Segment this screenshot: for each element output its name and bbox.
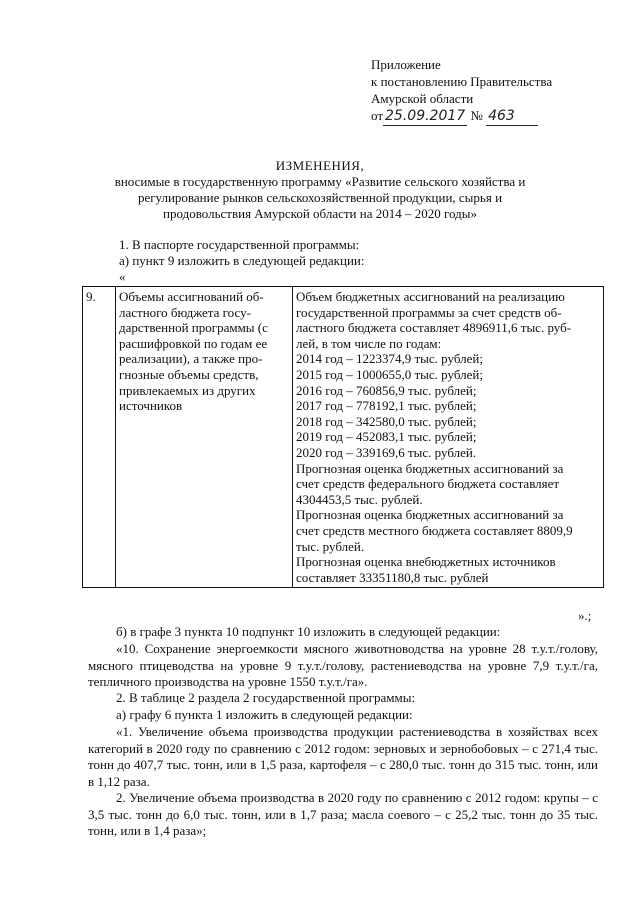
number-prefix: № xyxy=(470,108,483,123)
label-line: привлекаемых из других xyxy=(119,382,256,398)
paragraph-section2: 2. В таблице 2 раздела 2 государственной программы: xyxy=(116,690,416,705)
open-quote: « xyxy=(119,269,126,284)
label-line: гнозные объемы средств, xyxy=(119,366,259,382)
intro-item9: а) пункт 9 изложить в следующей редакции: xyxy=(119,253,365,268)
label-line: реализации), а также про- xyxy=(119,351,263,367)
paragraph-point2: 2. Увеличение объема производства в 2020 году по сравнению с 2012 годом: крупы – с 3,5 тыс. тонн до 6,0 тыс. тонн, или в 1,7 раза; масла соевого – с 25,2 тыс. тонн до 35 тыс. тонн, или в 1,4 раза»; xyxy=(88,790,598,838)
content-line: тыс. рублей. xyxy=(296,538,365,554)
appendix-date-line xyxy=(371,107,552,126)
content-line: счет средств местного бюджета составляет 8809,9 xyxy=(296,522,573,538)
content-line: составляет 33351180,8 тыс. рублей xyxy=(296,569,489,585)
label-line: ластного бюджета госу- xyxy=(119,304,251,320)
content-line: лей, в том числе по годам: xyxy=(296,335,442,351)
content-line: 4304453,5 тыс. рублей. xyxy=(296,491,423,507)
label-line: источников xyxy=(119,398,183,414)
handwritten-date: 25.09.2017 xyxy=(385,108,466,124)
appendix-block xyxy=(371,56,552,126)
content-line: 2017 год – 778192,1 тыс. рублей; xyxy=(296,398,477,414)
document-subtitle xyxy=(0,174,640,222)
label-line: расшифровкой по годам ее xyxy=(119,335,268,351)
content-line: 2020 год – 339169,6 тыс. рублей. xyxy=(296,444,477,460)
subtitle-line: вносимые в государственную программу «Развитие сельского хозяйства и xyxy=(114,174,526,189)
paragraph-graph6: а) графу 6 пункта 1 изложить в следующей редакции: xyxy=(116,707,413,722)
content-line: Объем бюджетных ассигнований на реализацию xyxy=(296,289,565,304)
close-quote: ».; xyxy=(578,608,592,623)
content-line: Прогнозная оценка внебюджетных источников xyxy=(296,554,556,570)
content-line: 2014 год – 1223374,9 тыс. рублей; xyxy=(296,351,483,367)
paragraph-point1: «1. Увеличение объема производства продукции растениеводства в хозяйствах всех категорий в 2020 году по сравнению с 2012 годом: зерновых и зернобобовых – с 271,4 тыс. тонн до 407,7 тыс. тонн, или в 1,5 раза, картофеля – с 280,0 тыс. тонн до 315 тыс. тонн, или в 1,12 раза. xyxy=(88,724,598,789)
label-line: Объемы ассигнований об- xyxy=(119,289,264,304)
row-label xyxy=(116,287,293,588)
content-line: 2016 год – 760856,9 тыс. рублей; xyxy=(296,382,477,398)
document-title: ИЗМЕНЕНИЯ, xyxy=(275,158,365,173)
appendix-region: Амурской области xyxy=(371,91,474,106)
subtitle-line: регулирование рынков сельскохозяйственной продукции, сырья и xyxy=(137,190,503,205)
appendix-decree-ref: к постановлению Правительства xyxy=(371,74,553,89)
content-line: Прогнозная оценка бюджетных ассигнований за xyxy=(296,460,564,476)
table-row xyxy=(83,287,604,588)
paragraph-b-heading: б) в графе 3 пункта 10 подпункт 10 изложить в следующей редакции: xyxy=(116,624,501,639)
paragraph-item10: «10. Сохранение энергоемкости мясного животноводства на уровне 28 т.у.т./голову, мясного птицеводства на уровне 9 т.у.т./голову, растениеводства на уровне 7,9 т.у.т./га, тепличного производства на уровне 1550 т.у.т./га». xyxy=(88,641,598,689)
content-line: 2019 год – 452083,1 тыс. рублей; xyxy=(296,429,477,445)
handwritten-number: 463 xyxy=(486,108,538,126)
row-content xyxy=(293,287,604,588)
content-line: 2018 год – 342580,0 тыс. рублей; xyxy=(296,413,477,429)
content-line: ластного бюджета составляет 4896911,6 тыс. руб- xyxy=(296,320,572,336)
content-line: 2015 год – 1000655,0 тыс. рублей; xyxy=(296,366,483,382)
date-prefix: от xyxy=(371,108,384,123)
label-line: дарственной программы (с xyxy=(119,320,268,336)
content-line: Прогнозная оценка бюджетных ассигнований за xyxy=(296,507,564,523)
appendix-label: Приложение xyxy=(371,57,441,72)
content-line: государственной программы за счет средств об- xyxy=(296,304,562,320)
intro-passport: 1. В паспорте государственной программы: xyxy=(119,237,360,252)
program-table xyxy=(82,286,604,588)
subtitle-line: продовольствия Амурской области на 2014 – 2020 годы» xyxy=(163,206,477,221)
row-number: 9. xyxy=(83,287,116,588)
content-line: счет средств федерального бюджета составляет xyxy=(296,476,560,492)
